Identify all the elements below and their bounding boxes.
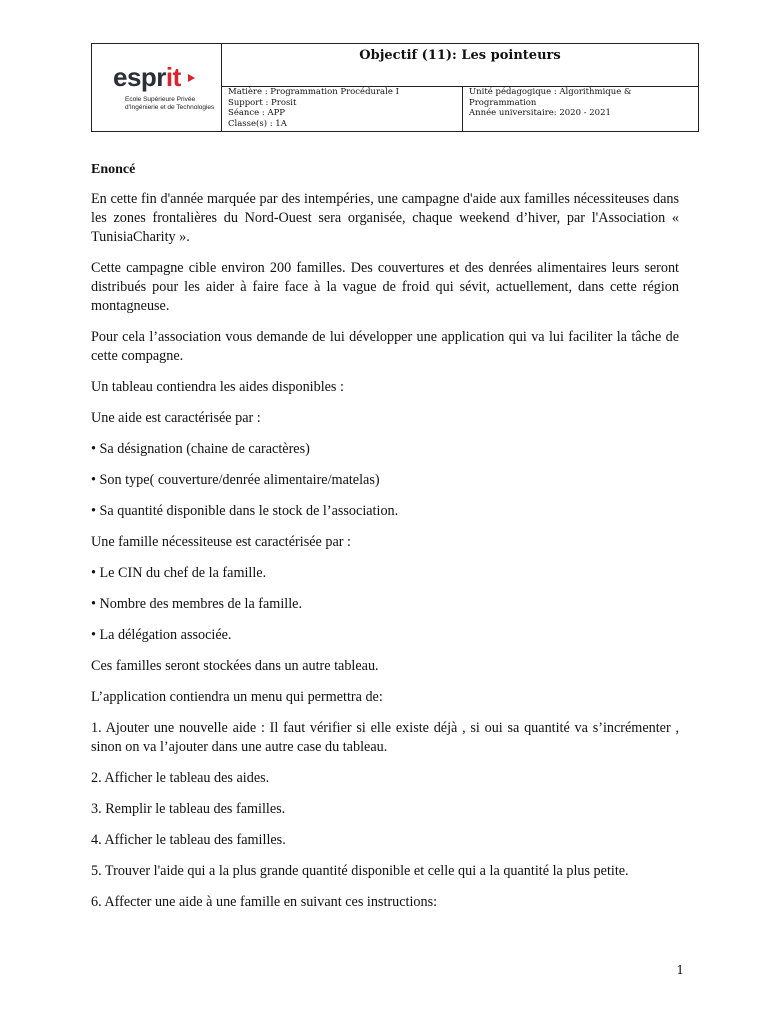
logo-text-accent: it (165, 62, 181, 92)
bullet-item: • Son type( couverture/denrée alimentaire/matelas) (91, 472, 380, 488)
unite-line-2: Programmation (469, 97, 537, 108)
matiere-line: Matière : Programmation Procédurale I (228, 87, 399, 97)
menu-item: 3. Remplir le tableau des familles. (91, 801, 286, 817)
logo-text-main: espr (113, 62, 166, 92)
classes-line: Classe(s) : 1A (228, 118, 287, 129)
menu-item: 5. Trouver l'aide qui a la plus grande quantité disponible et celle qui a la quantité la plus petite. (91, 863, 629, 879)
bullet-item: • Sa désignation (chaine de caractères) (91, 441, 310, 457)
bullet-item: • La délégation associée. (91, 627, 232, 643)
unit-info (463, 87, 698, 131)
seance-line: Séance : APP (228, 108, 286, 118)
menu-item: 4. Afficher le tableau des familles. (91, 832, 286, 848)
paragraph: Pour cela l’association vous demande de lui développer une application qui va lui faciliter la tâche de cette compagne. (91, 329, 679, 364)
bullet-item: • Nombre des membres de la famille. (91, 596, 303, 612)
esprit-logo (113, 62, 181, 93)
logo-cell (92, 44, 222, 131)
section-heading: Enoncé (91, 162, 136, 177)
document-title: Objectif (11): Les pointeurs (359, 48, 561, 63)
document-body (91, 160, 679, 924)
paragraph: Cette campagne cible environ 200 familles. Des couvertures et des denrées alimentaires leurs seront distribués pour les aider à faire face à la vague de froid qui sévit, actuellement, dans cette région montagneuse. (91, 260, 679, 314)
menu-item: 2. Afficher le tableau des aides. (91, 770, 270, 786)
unite-line-1: Unité pédagogique : Algorithmique & (469, 87, 632, 97)
bullet-item: • Sa quantité disponible dans le stock de l’association. (91, 503, 399, 519)
paragraph: Une famille nécessiteuse est caractérisée par : (91, 534, 351, 550)
logo-arrow-icon (188, 74, 195, 82)
bullet-item: • Le CIN du chef de la famille. (91, 565, 267, 581)
logo-subtitle: Ecole Supérieure Privée d'Ingénierie et de Technologies (125, 96, 215, 111)
paragraph: Une aide est caractérisée par : (91, 410, 261, 426)
header-table (91, 43, 699, 132)
paragraph: L’application contiendra un menu qui permettra de: (91, 689, 383, 705)
menu-item: 6. Affecter une aide à une famille en suivant ces instructions: (91, 894, 438, 910)
support-line: Support : Prosit (228, 97, 297, 108)
paragraph: En cette fin d'année marquée par des intempéries, une campagne d'aide aux familles nécessiteuses dans les zones frontalières du Nord-Ouest sera organisée, chaque weekend d’hiver, par l'Association « TunisiaCharity ». (91, 191, 679, 245)
page-number: 1 (676, 963, 684, 977)
paragraph: Un tableau contiendra les aides disponibles : (91, 379, 344, 395)
annee-line: Année universitaire: 2020 - 2021 (469, 108, 611, 118)
title-cell (222, 44, 698, 87)
menu-item: 1. Ajouter une nouvelle aide : Il faut vérifier si elle existe déjà , si oui sa quantité va s’incrémenter , sinon on va l’ajouter dans une autre case du tableau. (91, 720, 679, 755)
course-info (222, 87, 463, 131)
paragraph: Ces familles seront stockées dans un autre tableau. (91, 658, 379, 674)
